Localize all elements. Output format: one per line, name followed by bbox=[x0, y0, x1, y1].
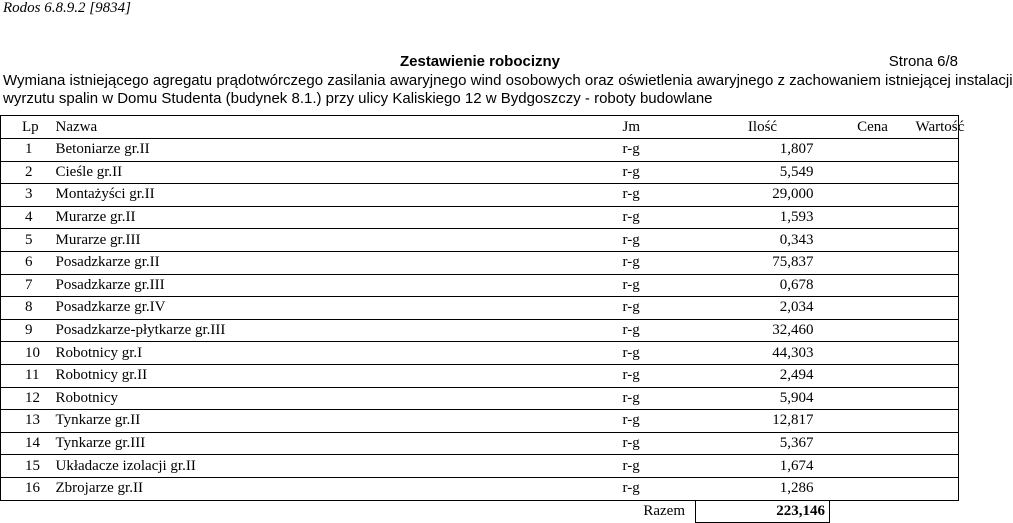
row-lp: 9 bbox=[1, 319, 56, 342]
row-value bbox=[916, 297, 959, 320]
row-lp: 1 bbox=[1, 139, 56, 162]
column-header-price: Cena bbox=[830, 116, 916, 139]
table-row bbox=[1, 139, 959, 162]
row-price bbox=[830, 297, 916, 320]
row-value bbox=[916, 342, 959, 365]
row-name: Tynkarze gr.II bbox=[56, 410, 623, 433]
row-name: Betoniarze gr.II bbox=[56, 139, 623, 162]
labor-table bbox=[0, 115, 965, 523]
row-jm: r-g bbox=[623, 455, 696, 478]
row-name: Cieśle gr.II bbox=[56, 161, 623, 184]
report-heading bbox=[0, 53, 960, 71]
row-value bbox=[916, 184, 959, 207]
row-price bbox=[830, 319, 916, 342]
column-header-name: Nazwa bbox=[56, 116, 623, 139]
row-price bbox=[830, 432, 916, 455]
table-row bbox=[1, 297, 959, 320]
row-jm: r-g bbox=[623, 161, 696, 184]
row-price bbox=[830, 387, 916, 410]
row-price bbox=[830, 229, 916, 252]
row-lp: 6 bbox=[1, 251, 56, 274]
column-header-value: Wartość bbox=[916, 116, 959, 139]
row-price bbox=[830, 184, 916, 207]
row-price bbox=[830, 274, 916, 297]
row-name: Posadzkarze gr.II bbox=[56, 251, 623, 274]
row-qty: 5,367 bbox=[696, 432, 830, 455]
table-row bbox=[1, 274, 959, 297]
row-name: Tynkarze gr.III bbox=[56, 432, 623, 455]
row-lp: 11 bbox=[1, 364, 56, 387]
table-row bbox=[1, 319, 959, 342]
row-jm: r-g bbox=[623, 297, 696, 320]
row-qty: 1,674 bbox=[696, 455, 830, 478]
row-price bbox=[830, 161, 916, 184]
row-value bbox=[916, 387, 959, 410]
summary-label: Razem bbox=[643, 503, 685, 520]
table-row bbox=[1, 184, 959, 207]
row-name: Robotnicy bbox=[56, 387, 623, 410]
row-name: Murarze gr.III bbox=[56, 229, 623, 252]
row-value bbox=[916, 229, 959, 252]
row-lp: 15 bbox=[1, 455, 56, 478]
row-lp: 14 bbox=[1, 432, 56, 455]
table-row bbox=[1, 342, 959, 365]
table-row bbox=[1, 251, 959, 274]
summary-spacer bbox=[830, 500, 916, 523]
row-qty: 75,837 bbox=[696, 251, 830, 274]
row-name: Układacze izolacji gr.II bbox=[56, 455, 623, 478]
row-jm: r-g bbox=[623, 251, 696, 274]
row-name: Robotnicy gr.II bbox=[56, 364, 623, 387]
row-value bbox=[916, 477, 959, 500]
summary-row bbox=[1, 500, 959, 523]
table-row bbox=[1, 229, 959, 252]
row-lp: 12 bbox=[1, 387, 56, 410]
row-lp: 10 bbox=[1, 342, 56, 365]
row-qty: 2,034 bbox=[696, 297, 830, 320]
row-qty: 1,286 bbox=[696, 477, 830, 500]
row-qty: 0,678 bbox=[696, 274, 830, 297]
row-jm: r-g bbox=[623, 229, 696, 252]
row-qty: 1,807 bbox=[696, 139, 830, 162]
row-price bbox=[830, 410, 916, 433]
row-value bbox=[916, 410, 959, 433]
row-price bbox=[830, 206, 916, 229]
row-value bbox=[916, 206, 959, 229]
row-lp: 3 bbox=[1, 184, 56, 207]
table-row bbox=[1, 410, 959, 433]
row-lp: 16 bbox=[1, 477, 56, 500]
row-value bbox=[916, 364, 959, 387]
row-jm: r-g bbox=[623, 387, 696, 410]
description-line-1: Wymiana istniejącego agregatu prądotwórczego zasilania awaryjnego wind osobowych oraz oświetlenia awaryjnego z zachowaniem istniejącej instalacji bbox=[3, 72, 1013, 89]
table-row bbox=[1, 455, 959, 478]
row-qty: 29,000 bbox=[696, 184, 830, 207]
table-row bbox=[1, 161, 959, 184]
row-name: Robotnicy gr.I bbox=[56, 342, 623, 365]
row-name: Posadzkarze gr.IV bbox=[56, 297, 623, 320]
row-value bbox=[916, 455, 959, 478]
row-jm: r-g bbox=[623, 319, 696, 342]
row-lp: 8 bbox=[1, 297, 56, 320]
column-header-lp: Lp bbox=[1, 116, 56, 139]
row-qty: 12,817 bbox=[696, 410, 830, 433]
row-qty: 44,303 bbox=[696, 342, 830, 365]
row-jm: r-g bbox=[623, 477, 696, 500]
row-value bbox=[916, 319, 959, 342]
report-title: Zestawienie robocizny bbox=[399, 53, 561, 70]
row-value bbox=[916, 161, 959, 184]
row-name: Montażyści gr.II bbox=[56, 184, 623, 207]
row-jm: r-g bbox=[623, 364, 696, 387]
column-header-jm: Jm bbox=[623, 116, 696, 139]
row-lp: 13 bbox=[1, 410, 56, 433]
row-jm: r-g bbox=[623, 342, 696, 365]
table-row bbox=[1, 477, 959, 500]
row-jm: r-g bbox=[623, 184, 696, 207]
row-lp: 7 bbox=[1, 274, 56, 297]
row-lp: 2 bbox=[1, 161, 56, 184]
row-price bbox=[830, 455, 916, 478]
row-value bbox=[916, 432, 959, 455]
table-row bbox=[1, 432, 959, 455]
row-price bbox=[830, 251, 916, 274]
table-header-row bbox=[1, 116, 959, 139]
row-price bbox=[830, 477, 916, 500]
table-row bbox=[1, 206, 959, 229]
row-name: Posadzkarze-płytkarze gr.III bbox=[56, 319, 623, 342]
row-qty: 32,460 bbox=[696, 319, 830, 342]
row-name: Posadzkarze gr.III bbox=[56, 274, 623, 297]
summary-total: 223,146 bbox=[696, 500, 830, 523]
row-lp: 4 bbox=[1, 206, 56, 229]
row-price bbox=[830, 364, 916, 387]
row-qty: 5,904 bbox=[696, 387, 830, 410]
row-name: Murarze gr.II bbox=[56, 206, 623, 229]
row-name: Zbrojarze gr.II bbox=[56, 477, 623, 500]
description-line-2: wyrzutu spalin w Domu Studenta (budynek 8.1.) przy ulicy Kaliskiego 12 w Bydgoszczy - roboty budowlane bbox=[3, 90, 713, 107]
column-header-qty: Ilość bbox=[696, 116, 830, 139]
row-jm: r-g bbox=[623, 432, 696, 455]
row-value bbox=[916, 274, 959, 297]
row-qty: 0,343 bbox=[696, 229, 830, 252]
row-qty: 2,494 bbox=[696, 364, 830, 387]
row-value bbox=[916, 251, 959, 274]
app-title: Rodos 6.8.9.2 [9834] bbox=[3, 0, 131, 16]
summary-spacer bbox=[916, 500, 959, 523]
row-qty: 1,593 bbox=[696, 206, 830, 229]
table-row bbox=[1, 364, 959, 387]
row-lp: 5 bbox=[1, 229, 56, 252]
table-row bbox=[1, 387, 959, 410]
row-price bbox=[830, 342, 916, 365]
project-description bbox=[3, 72, 1013, 108]
row-qty: 5,549 bbox=[696, 161, 830, 184]
page-number: Strona 6/8 bbox=[888, 53, 958, 70]
row-jm: r-g bbox=[623, 139, 696, 162]
row-jm: r-g bbox=[623, 410, 696, 433]
row-jm: r-g bbox=[623, 206, 696, 229]
row-jm: r-g bbox=[623, 274, 696, 297]
row-value bbox=[916, 139, 959, 162]
row-price bbox=[830, 139, 916, 162]
summary-spacer bbox=[1, 500, 56, 523]
